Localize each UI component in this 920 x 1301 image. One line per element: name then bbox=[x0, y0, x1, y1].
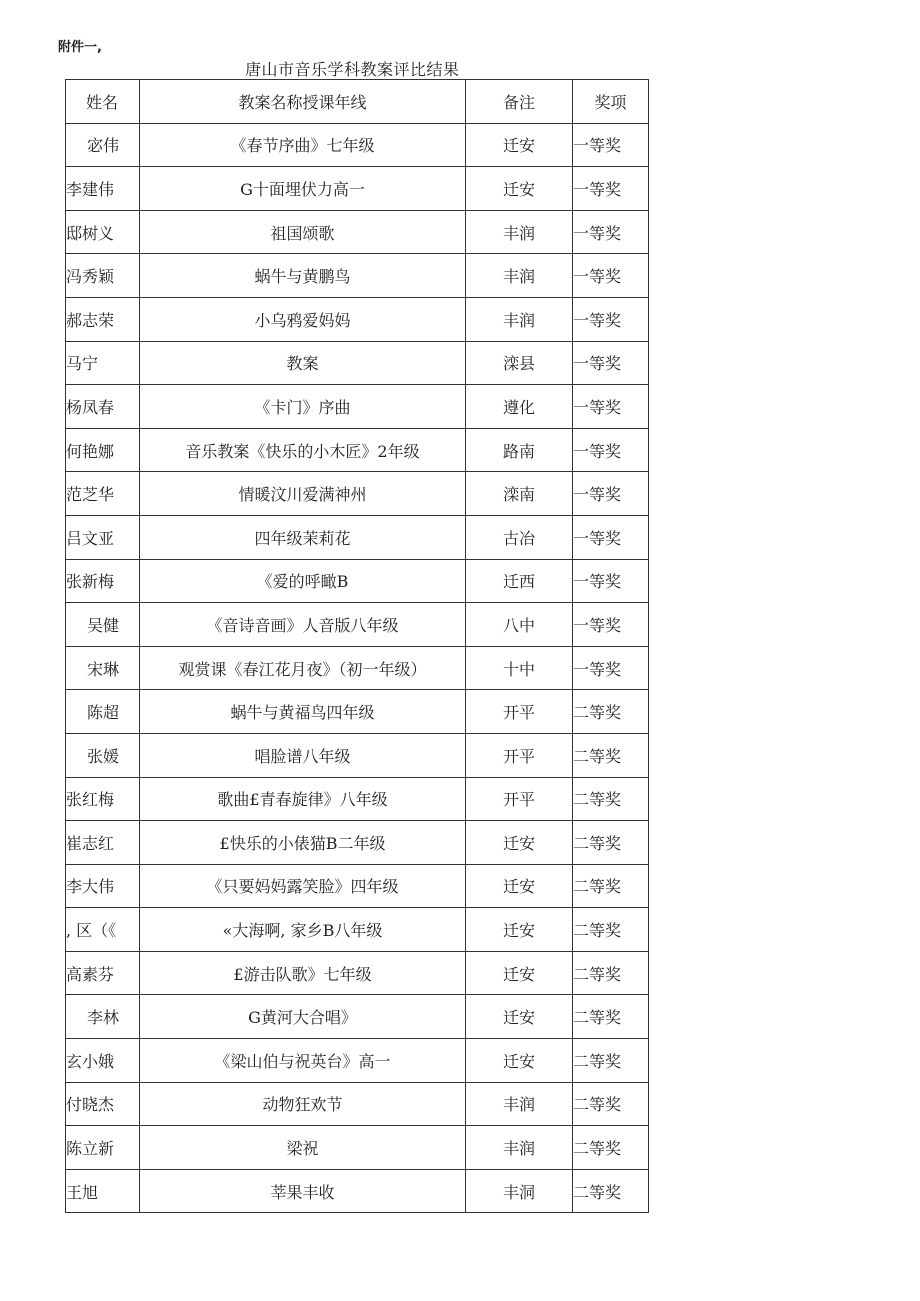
cell-name: 何艳娜 bbox=[66, 428, 140, 472]
table-row bbox=[66, 733, 649, 777]
table-row bbox=[66, 995, 649, 1039]
cell-award: 一等奖 bbox=[573, 559, 649, 603]
table-row bbox=[66, 821, 649, 865]
table-row bbox=[66, 646, 649, 690]
cell-award: 二等奖 bbox=[573, 733, 649, 777]
table-row bbox=[66, 951, 649, 995]
cell-name: 张新梅 bbox=[66, 559, 140, 603]
cell-award: 一等奖 bbox=[573, 210, 649, 254]
cell-award: 一等奖 bbox=[573, 515, 649, 559]
cell-plan: 教案 bbox=[140, 341, 466, 385]
header-note: 备注 bbox=[466, 80, 573, 124]
cell-award: 二等奖 bbox=[573, 995, 649, 1039]
table-row bbox=[66, 777, 649, 821]
table-row bbox=[66, 1169, 649, 1213]
cell-award: 一等奖 bbox=[573, 167, 649, 211]
cell-plan: G黄河大合唱》 bbox=[140, 995, 466, 1039]
cell-plan: G十面埋伏力高一 bbox=[140, 167, 466, 211]
cell-plan: 音乐教案《快乐的小木匠》2年级 bbox=[140, 428, 466, 472]
cell-note: 丰洞 bbox=[466, 1169, 573, 1213]
cell-plan: 梁祝 bbox=[140, 1126, 466, 1170]
cell-award: 一等奖 bbox=[573, 385, 649, 429]
table-row bbox=[66, 123, 649, 167]
cell-name: 吴健 bbox=[66, 603, 140, 647]
cell-award: 一等奖 bbox=[573, 254, 649, 298]
document-title: 唐山市音乐学科教案评比结果 bbox=[245, 60, 460, 79]
cell-award: 二等奖 bbox=[573, 1039, 649, 1083]
cell-award: 一等奖 bbox=[573, 472, 649, 516]
cell-note: 丰润 bbox=[466, 1126, 573, 1170]
table-row bbox=[66, 341, 649, 385]
table-row bbox=[66, 385, 649, 429]
table-row bbox=[66, 210, 649, 254]
cell-plan: 《音诗音画》人音版八年级 bbox=[140, 603, 466, 647]
cell-award: 一等奖 bbox=[573, 123, 649, 167]
cell-note: 丰润 bbox=[466, 210, 573, 254]
table-row bbox=[66, 297, 649, 341]
cell-award: 二等奖 bbox=[573, 690, 649, 734]
cell-plan: 观赏课《春江花月夜》（初一年级） bbox=[140, 646, 466, 690]
cell-award: 二等奖 bbox=[573, 864, 649, 908]
cell-award: 一等奖 bbox=[573, 341, 649, 385]
table-row bbox=[66, 1039, 649, 1083]
table-row bbox=[66, 1082, 649, 1126]
cell-name: 李建伟 bbox=[66, 167, 140, 211]
cell-plan: £游击队歌》七年级 bbox=[140, 951, 466, 995]
cell-plan: 情暖汶川爱满神州 bbox=[140, 472, 466, 516]
table-row bbox=[66, 908, 649, 952]
cell-plan: 唱脸谱八年级 bbox=[140, 733, 466, 777]
table-row bbox=[66, 428, 649, 472]
cell-note: 开平 bbox=[466, 777, 573, 821]
cell-note: 迁西 bbox=[466, 559, 573, 603]
cell-award: 一等奖 bbox=[573, 603, 649, 647]
cell-award: 一等奖 bbox=[573, 428, 649, 472]
table-row bbox=[66, 864, 649, 908]
cell-plan: 《只要妈妈露笑脸》四年级 bbox=[140, 864, 466, 908]
cell-name: 马宁 bbox=[66, 341, 140, 385]
table-header-row bbox=[66, 80, 649, 124]
cell-name: 宓伟 bbox=[66, 123, 140, 167]
table-row bbox=[66, 472, 649, 516]
cell-note: 迁安 bbox=[466, 821, 573, 865]
table-row bbox=[66, 254, 649, 298]
cell-name: 吕文亚 bbox=[66, 515, 140, 559]
cell-name: , 区（《 bbox=[66, 908, 140, 952]
cell-name: 陈超 bbox=[66, 690, 140, 734]
cell-note: 十中 bbox=[466, 646, 573, 690]
cell-award: 二等奖 bbox=[573, 821, 649, 865]
cell-award: 二等奖 bbox=[573, 908, 649, 952]
table-row bbox=[66, 515, 649, 559]
cell-plan: 《卡门》序曲 bbox=[140, 385, 466, 429]
cell-name: 杨凤春 bbox=[66, 385, 140, 429]
cell-note: 迁安 bbox=[466, 864, 573, 908]
cell-note: 开平 bbox=[466, 733, 573, 777]
cell-plan: 《梁山伯与祝英台》高一 bbox=[140, 1039, 466, 1083]
cell-award: 二等奖 bbox=[573, 1126, 649, 1170]
cell-plan: 《春节序曲》七年级 bbox=[140, 123, 466, 167]
cell-name: 郝志荣 bbox=[66, 297, 140, 341]
table-row bbox=[66, 1126, 649, 1170]
table-row bbox=[66, 690, 649, 734]
cell-note: 滦县 bbox=[466, 341, 573, 385]
cell-plan: 《爱的呼瞰B bbox=[140, 559, 466, 603]
cell-award: 二等奖 bbox=[573, 1169, 649, 1213]
cell-note: 迁安 bbox=[466, 167, 573, 211]
cell-plan: 祖国颂歌 bbox=[140, 210, 466, 254]
cell-note: 迁安 bbox=[466, 908, 573, 952]
cell-award: 二等奖 bbox=[573, 777, 649, 821]
cell-note: 路南 bbox=[466, 428, 573, 472]
cell-award: 二等奖 bbox=[573, 951, 649, 995]
cell-plan: 动物狂欢节 bbox=[140, 1082, 466, 1126]
cell-plan: £快乐的小俵猫B二年级 bbox=[140, 821, 466, 865]
cell-name: 张媛 bbox=[66, 733, 140, 777]
cell-award: 一等奖 bbox=[573, 646, 649, 690]
results-table-body bbox=[66, 80, 649, 1213]
results-table bbox=[65, 79, 649, 1213]
cell-note: 开平 bbox=[466, 690, 573, 734]
cell-note: 迁安 bbox=[466, 1039, 573, 1083]
cell-name: 崔志红 bbox=[66, 821, 140, 865]
cell-plan: 莘果丰收 bbox=[140, 1169, 466, 1213]
cell-name: 李大伟 bbox=[66, 864, 140, 908]
cell-name: 冯秀颖 bbox=[66, 254, 140, 298]
attachment-label: 附件一, bbox=[58, 40, 102, 55]
cell-plan: 蜗牛与黄福鸟四年级 bbox=[140, 690, 466, 734]
cell-name: 范芝华 bbox=[66, 472, 140, 516]
cell-note: 迁安 bbox=[466, 951, 573, 995]
cell-plan: 小乌鸦爱妈妈 bbox=[140, 297, 466, 341]
cell-name: 玄小娥 bbox=[66, 1039, 140, 1083]
table-row bbox=[66, 603, 649, 647]
cell-name: 宋琳 bbox=[66, 646, 140, 690]
header-award: 奖项 bbox=[573, 80, 649, 124]
cell-plan: 四年级茉莉花 bbox=[140, 515, 466, 559]
header-plan: 教案名称授课年线 bbox=[140, 80, 466, 124]
cell-plan: «大海啊, 家乡B八年级 bbox=[140, 908, 466, 952]
cell-note: 丰润 bbox=[466, 297, 573, 341]
cell-name: 张红梅 bbox=[66, 777, 140, 821]
cell-note: 遵化 bbox=[466, 385, 573, 429]
cell-note: 迁安 bbox=[466, 123, 573, 167]
cell-note: 丰润 bbox=[466, 254, 573, 298]
cell-note: 丰润 bbox=[466, 1082, 573, 1126]
cell-plan: 蜗牛与黄鹏鸟 bbox=[140, 254, 466, 298]
cell-note: 滦南 bbox=[466, 472, 573, 516]
table-row bbox=[66, 559, 649, 603]
cell-name: 邸树义 bbox=[66, 210, 140, 254]
cell-note: 八中 bbox=[466, 603, 573, 647]
cell-award: 二等奖 bbox=[573, 1082, 649, 1126]
cell-name: 李林 bbox=[66, 995, 140, 1039]
cell-note: 古冶 bbox=[466, 515, 573, 559]
cell-plan: 歌曲£青春旋律》八年级 bbox=[140, 777, 466, 821]
header-name: 姓名 bbox=[66, 80, 140, 124]
cell-note: 迁安 bbox=[466, 995, 573, 1039]
table-row bbox=[66, 167, 649, 211]
cell-name: 陈立新 bbox=[66, 1126, 140, 1170]
cell-award: 一等奖 bbox=[573, 297, 649, 341]
cell-name: 高素芬 bbox=[66, 951, 140, 995]
cell-name: 付晓杰 bbox=[66, 1082, 140, 1126]
cell-name: 王旭 bbox=[66, 1169, 140, 1213]
